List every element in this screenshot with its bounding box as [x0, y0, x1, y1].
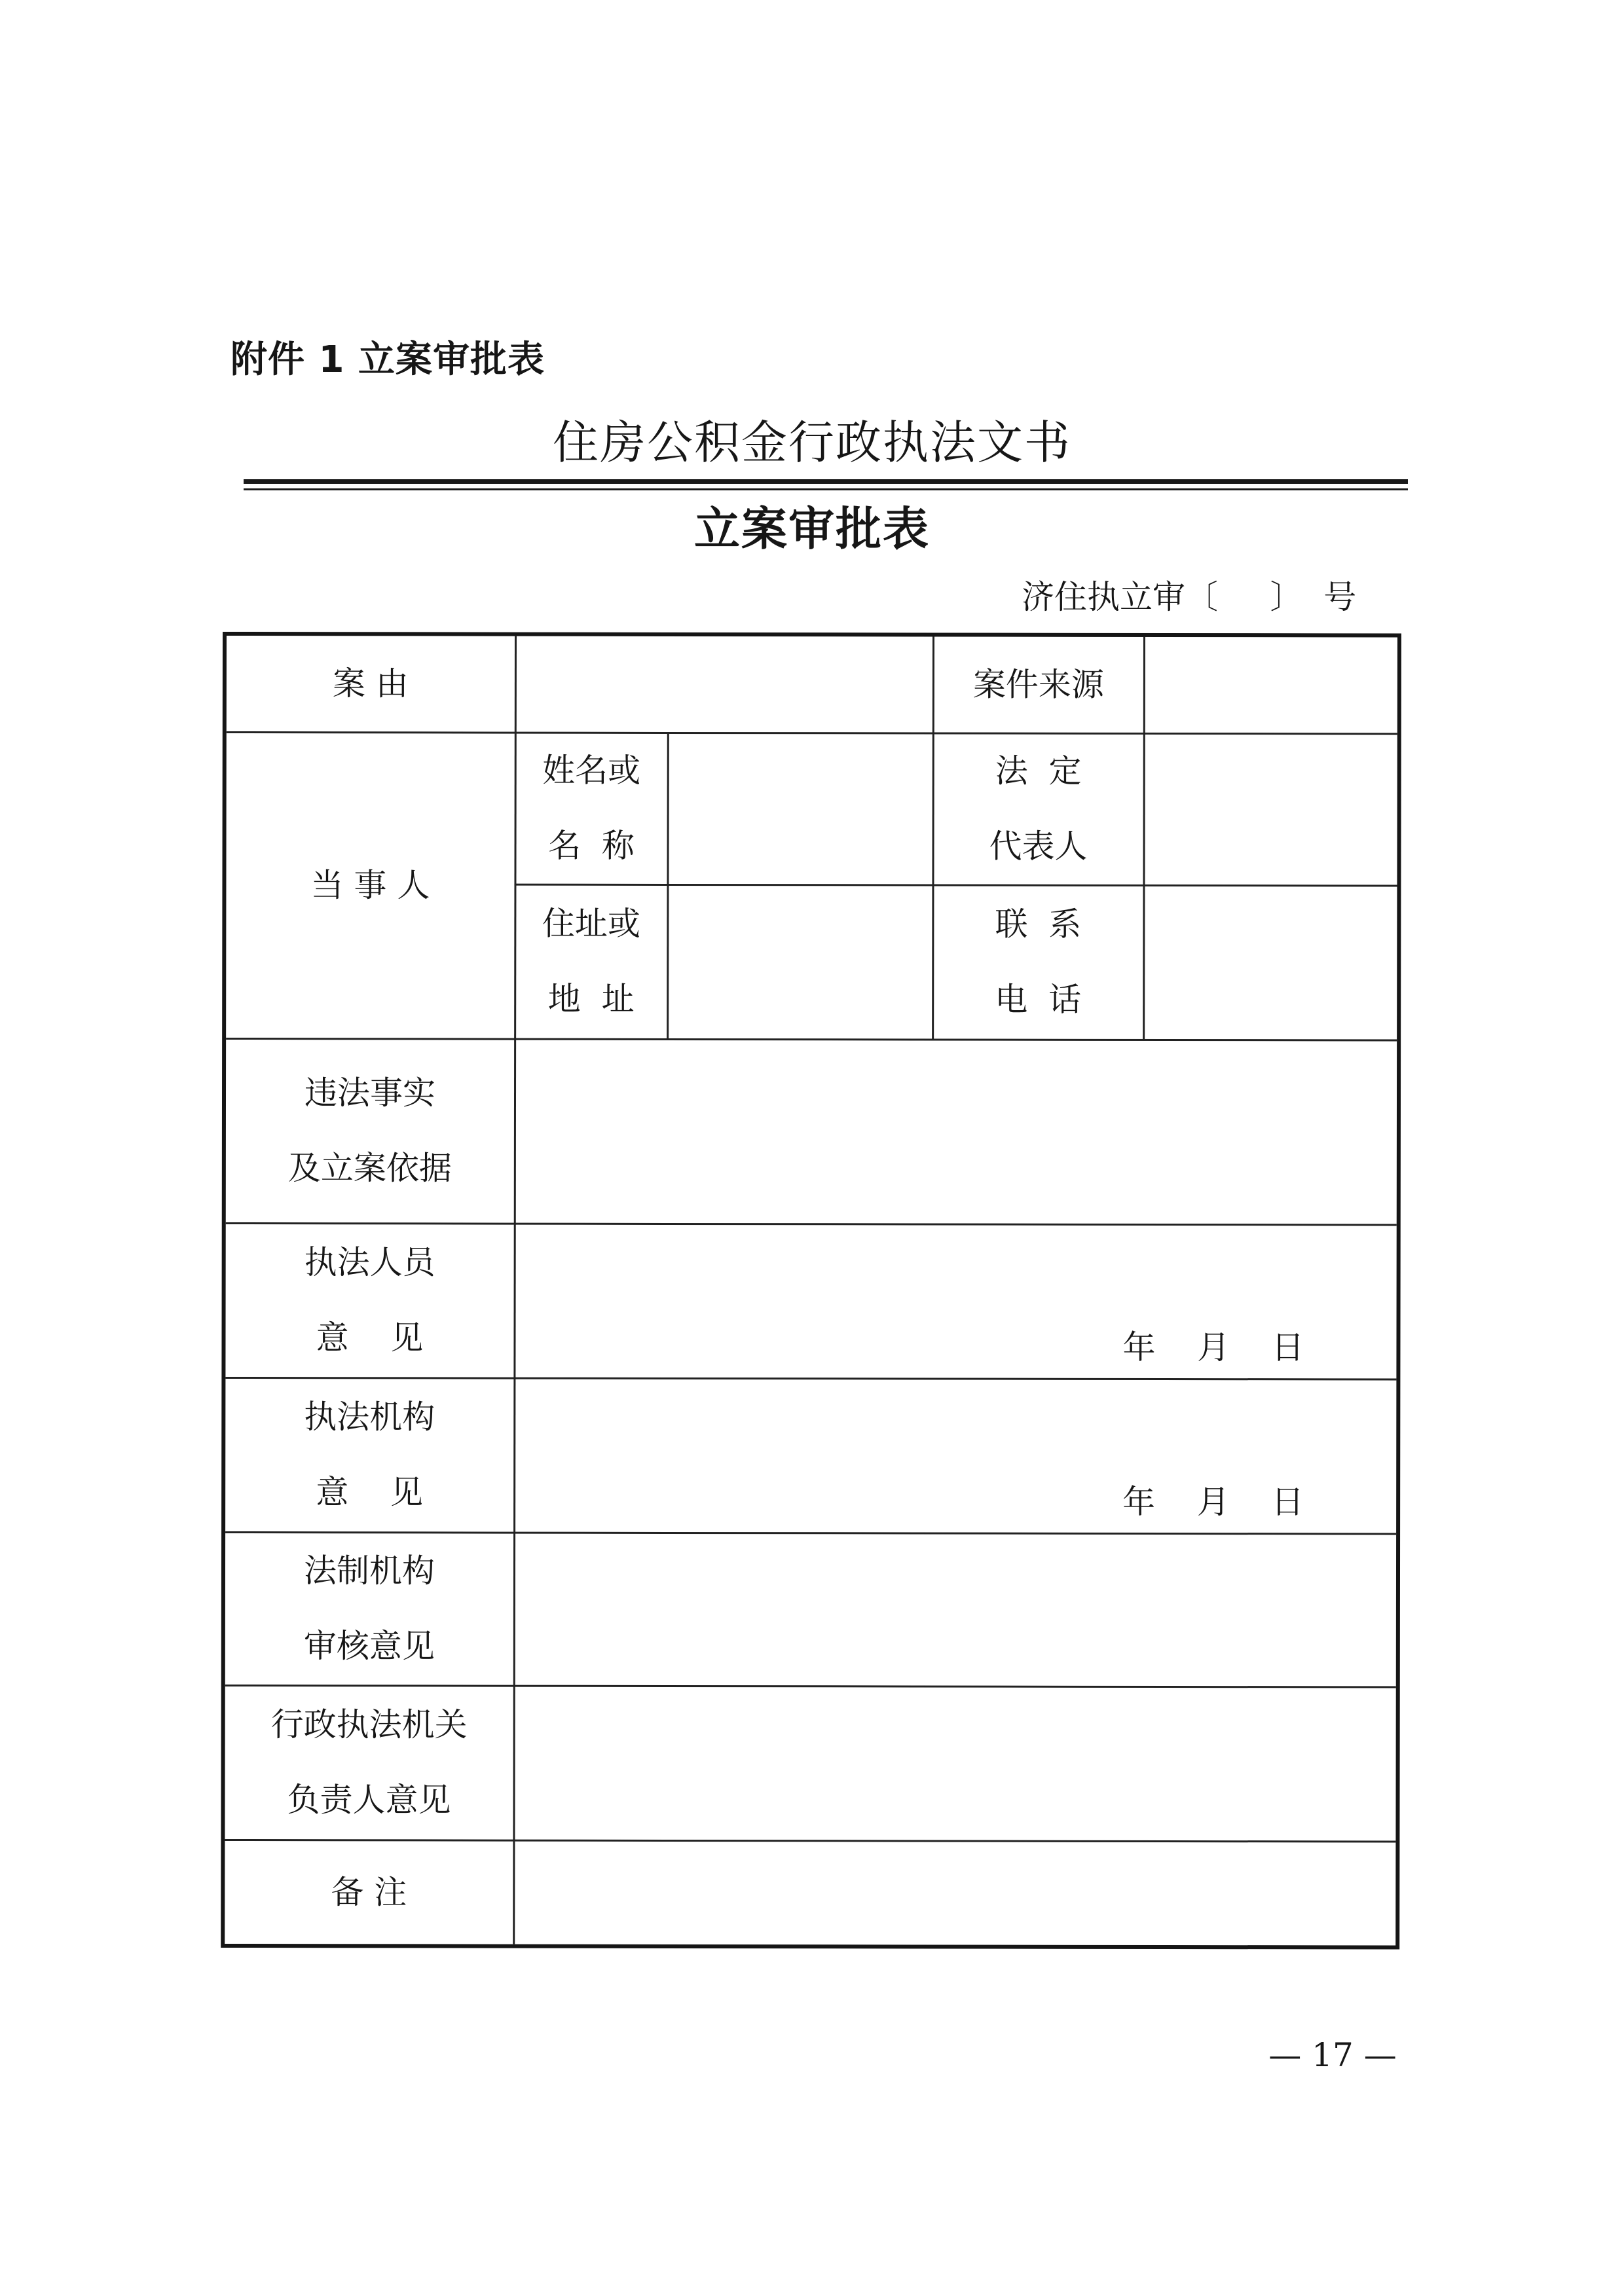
officer-label-line2: 意 见	[316, 1319, 424, 1357]
document-series-title: 住房公积金行政执法文书	[553, 416, 1071, 469]
remarks-label	[225, 1840, 513, 1944]
legal-label-line2: 代表人	[989, 827, 1088, 866]
address-label-line2: 地 址	[547, 979, 635, 1018]
address-label-line1: 住址或	[542, 904, 640, 943]
phone-label-line1: 联 系	[995, 905, 1082, 943]
legal-review-line1: 法制机构	[303, 1552, 435, 1590]
facts-basis-label	[226, 1039, 514, 1223]
facts-label-line2: 及立案依据	[287, 1149, 452, 1188]
agency-label-line1: 执法机构	[304, 1398, 435, 1436]
page-number: — 17 —	[1268, 2036, 1397, 2074]
case-cause-text: 案 由	[332, 664, 409, 702]
agency-opinion-date: 年 月 日	[1122, 1482, 1304, 1522]
agency-head-opinion-label	[225, 1686, 513, 1840]
officer-label-line1: 执法人员	[304, 1243, 435, 1282]
head-label-line1: 行政执法机关	[270, 1705, 468, 1744]
legal-representative-label	[933, 734, 1143, 884]
form-title: 立案审批表	[694, 502, 930, 556]
legal-label-line1: 法 定	[995, 752, 1082, 790]
attachment-label: 附件 1 立案审批表	[231, 338, 545, 381]
phone-label-line2: 电 话	[995, 980, 1082, 1019]
phone-label	[933, 886, 1143, 1039]
header-rule-thin	[244, 488, 1408, 490]
name-label	[515, 733, 667, 884]
case-source-text: 案件来源	[972, 665, 1104, 704]
approval-form-table	[221, 632, 1401, 1950]
name-label-line2: 名 称	[548, 826, 635, 865]
address-label	[515, 885, 667, 1038]
agency-label-line2: 意 见	[316, 1473, 423, 1512]
party-text: 当 事 人	[310, 866, 430, 904]
head-label-line2: 负责人意见	[287, 1781, 451, 1819]
case-cause-label	[227, 636, 515, 732]
document-number: 济住执立审〔 〕 号	[1022, 578, 1357, 616]
officer-opinion-date: 年 月 日	[1122, 1328, 1304, 1367]
legal-review-label	[225, 1533, 513, 1685]
name-label-line1: 姓名或	[542, 751, 641, 790]
agency-opinion-label	[225, 1378, 513, 1532]
officer-opinion-label	[225, 1224, 513, 1377]
header-rule-thick	[244, 479, 1408, 484]
case-source-label	[934, 637, 1143, 733]
legal-review-line2: 审核意见	[303, 1627, 435, 1666]
party-label	[226, 733, 515, 1038]
facts-label-line1: 违法事实	[304, 1074, 436, 1112]
remarks-text: 备 注	[331, 1872, 407, 1911]
